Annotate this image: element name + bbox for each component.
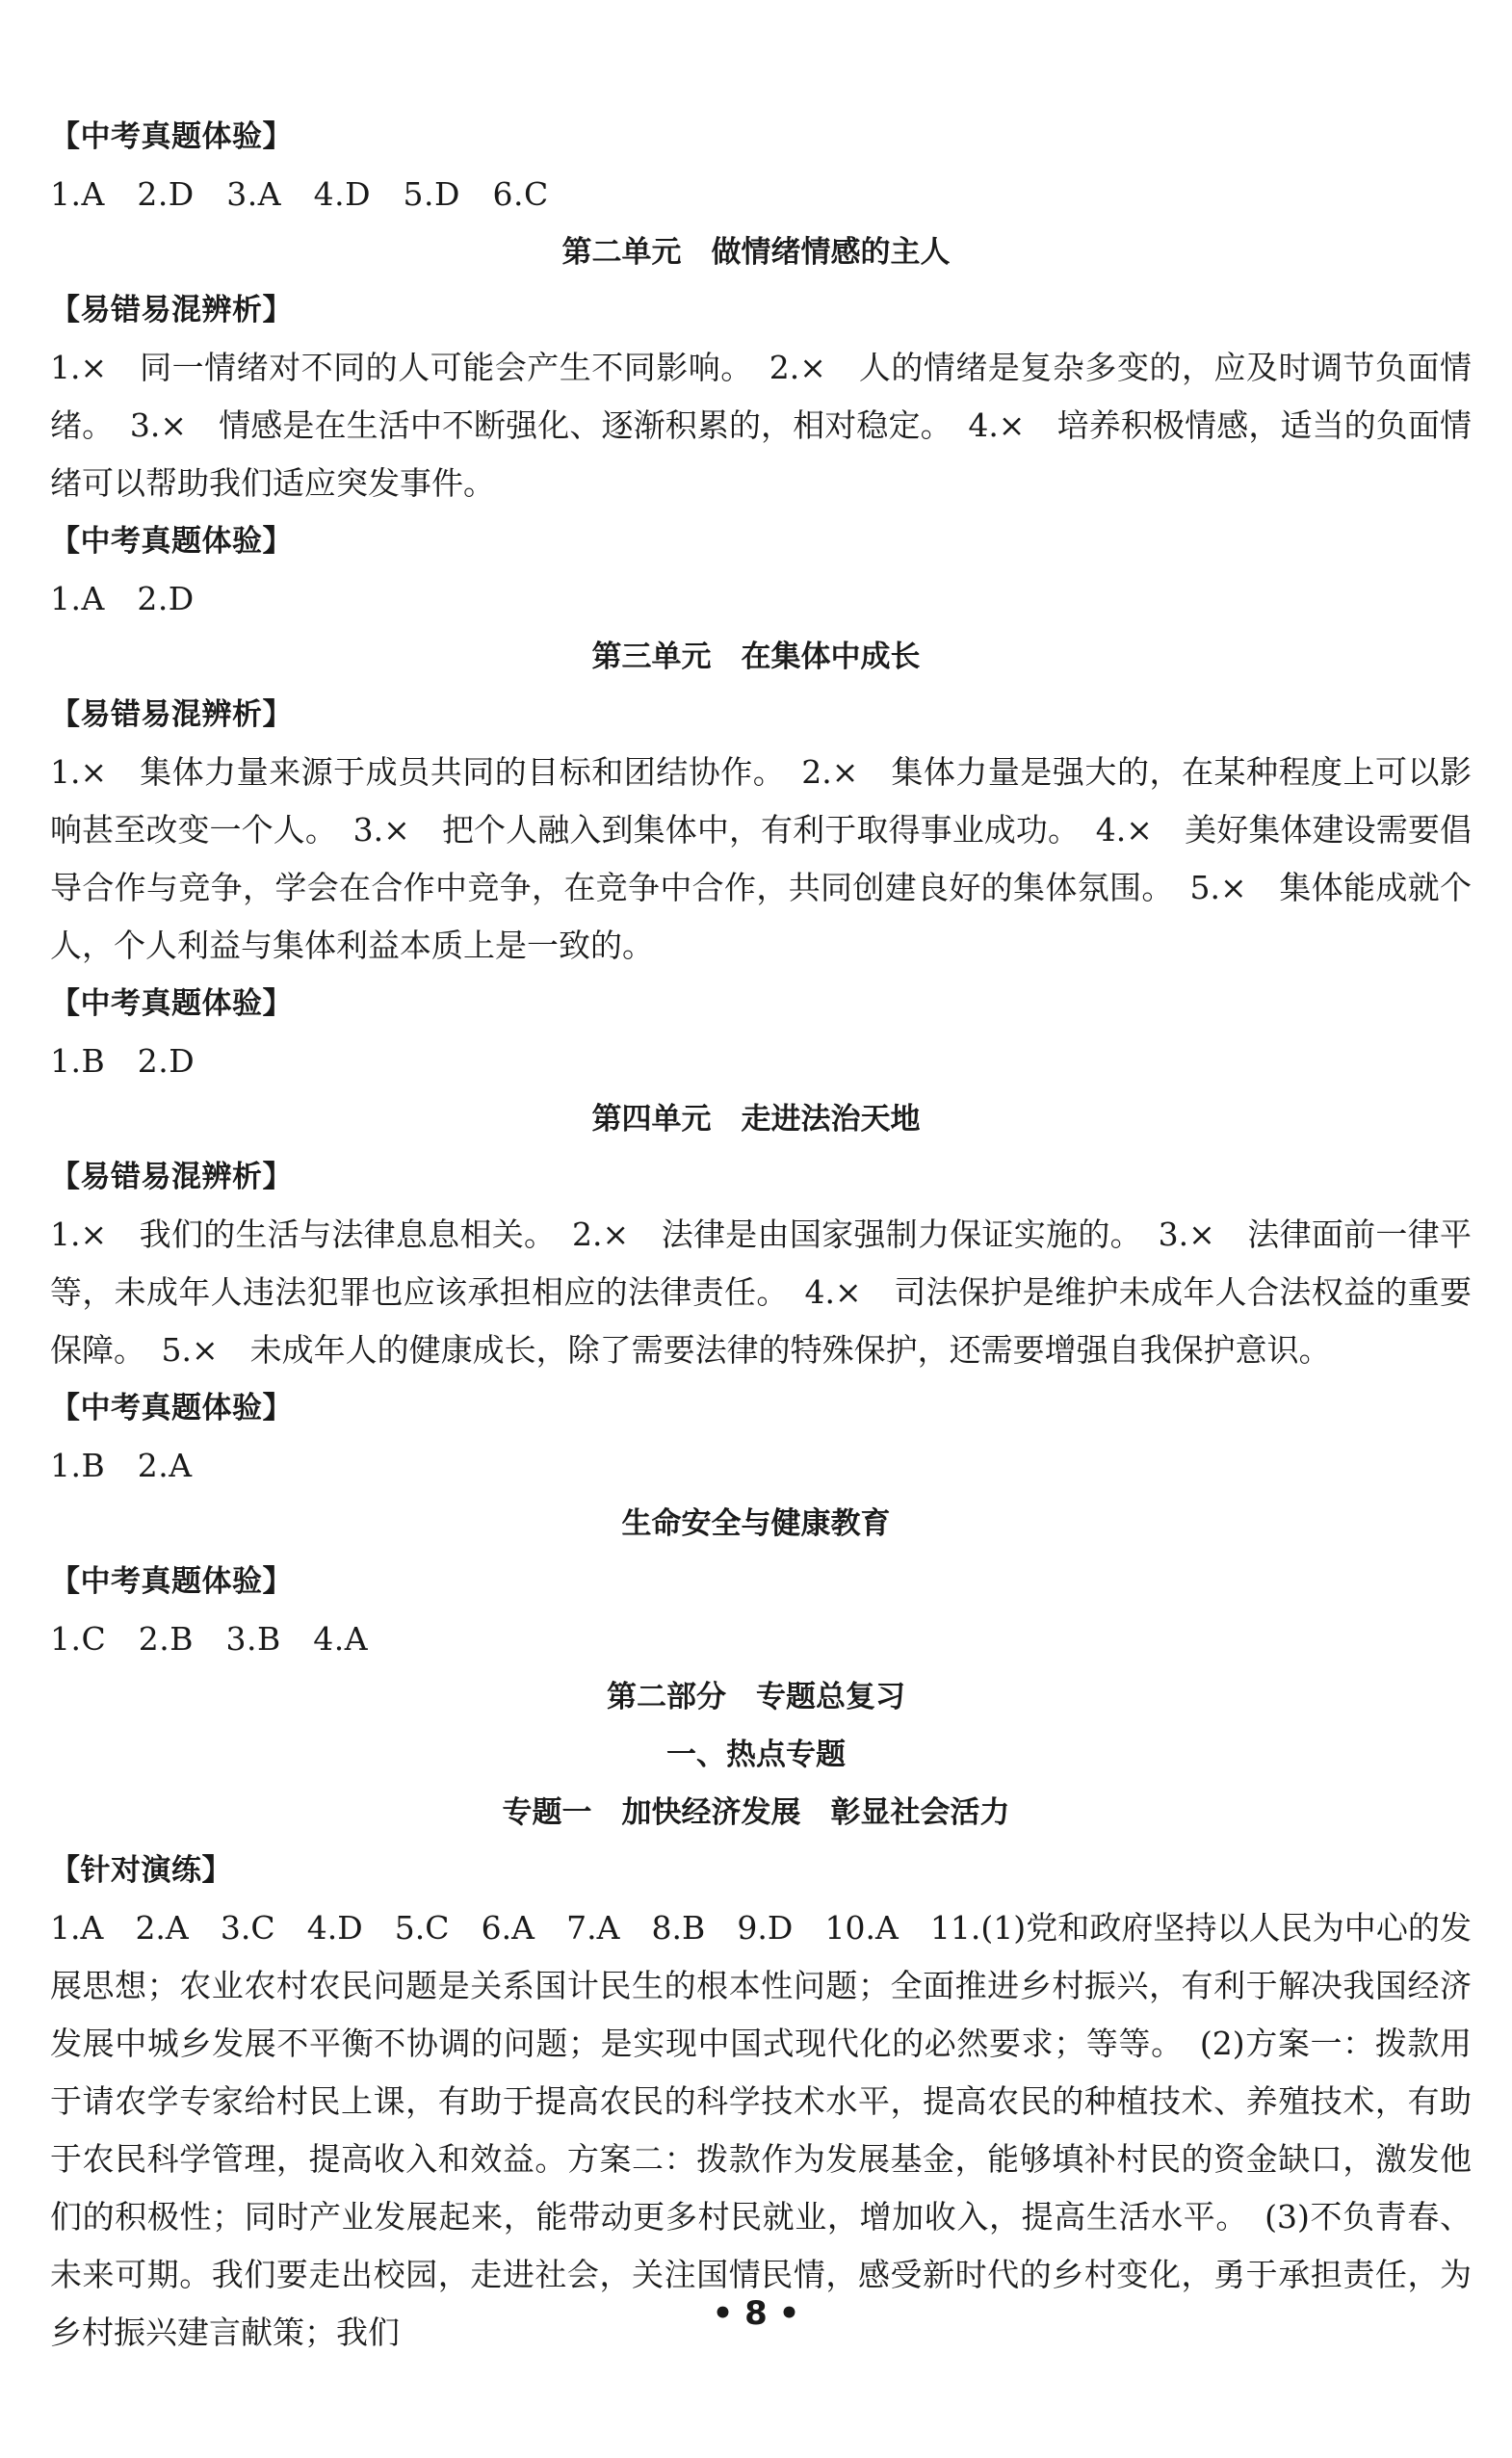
- exam-answers: 1.A 2.D: [50, 580, 195, 617]
- section-tag-exam: 【中考真题体验】: [50, 1391, 293, 1425]
- exam-answers: 1.B 2.D: [50, 1042, 196, 1080]
- practice-answers-text: 1.A 2.A 3.C 4.D 5.C 6.A 7.A 8.B 9.D 10.A 11.(1)党和政府坚持以人民为中心的发展思想；农业农村农民问题是关系国计民生的根本性问题；全面推进乡村振兴，有利于解决我国经济发展中城乡发展不平衡不协调的问题；是实现中国式现代化的必然要求；等等。 (2)方案一：拨款用于请农学专家给村民上课，有助于提高农民的科学技术水平，提高农民的种植技术、养殖技术，有助于农民科学管理，提高收入和效益。方案二：拨款作为发展基金，能够填补村民的资金缺口，激发他们的积极性；同时产业发展起来，能带动更多村民就业，增加收入，提高生活水平。 (3)不负青春、未来可期。我们要走出校园，走进社会，关注国情民情，感受新时代的乡村变化，勇于承担责任，为乡村振兴建言献策；我们: [50, 1909, 1472, 2351]
- error-analysis-text: 1.× 同一情绪对不同的人可能会产生不同影响。 2.× 人的情绪是复杂多变的，应及时调节负面情绪。 3.× 情感是在生活中不断强化、逐渐积累的，相对稳定。 4.× 培养积极情感，适当的负面情绪可以帮助我们适应突发事件。: [50, 349, 1472, 502]
- section-tag-exam: 【中考真题体验】: [50, 524, 293, 559]
- section-tag-practice: 【针对演练】: [50, 1853, 232, 1888]
- part-subtitle: 一、热点专题: [666, 1738, 846, 1772]
- exam-answers: 1.B 2.A: [50, 1447, 193, 1484]
- exam-answers: 1.A 2.D 3.A 4.D 5.D 6.C: [50, 175, 549, 213]
- topic-title: 专题一 加快经济发展 彰显社会活力: [502, 1795, 1010, 1830]
- section-tag-exam: 【中考真题体验】: [50, 1564, 293, 1599]
- unit-title: 第四单元 走进法治天地: [591, 1102, 921, 1137]
- part-title: 第二部分 专题总复习: [607, 1680, 905, 1714]
- unit-title: 生命安全与健康教育: [621, 1506, 891, 1541]
- unit-title: 第三单元 在集体中成长: [591, 640, 921, 674]
- section-tag-error: 【易错易混辨析】: [50, 293, 293, 327]
- error-analysis-text: 1.× 我们的生活与法律息息相关。 2.× 法律是由国家强制力保证实施的。 3.× 法律面前一律平等，未成年人违法犯罪也应该承担相应的法律责任。 4.× 司法保护是维护未成年人合法权益的重要保障。 5.× 未成年人的健康成长，除了需要法律的特殊保护，还需要增强自我保护意识。: [50, 1216, 1472, 1369]
- page-number: • 8 •: [712, 2294, 800, 2333]
- unit-title: 第二单元 做情绪情感的主人: [561, 235, 951, 270]
- exam-answers: 1.C 2.B 3.B 4.A: [50, 1620, 369, 1658]
- section-tag-exam: 【中考真题体验】: [50, 986, 293, 1021]
- section-tag-error: 【易错易混辨析】: [50, 697, 293, 732]
- section-tag-error: 【易错易混辨析】: [50, 1160, 293, 1194]
- section-tag-exam: 【中考真题体验】: [50, 119, 293, 154]
- error-analysis-text: 1.× 集体力量来源于成员共同的目标和团结协作。 2.× 集体力量是强大的，在某种程度上可以影响甚至改变一个人。 3.× 把个人融入到集体中，有利于取得事业成功。 4.× 美好集体建设需要倡导合作与竞争，学会在合作中竞争，在竞争中合作，共同创建良好的集体氛围。 5.× 集体能成就个人，个人利益与集体利益本质上是一致的。: [50, 753, 1472, 964]
